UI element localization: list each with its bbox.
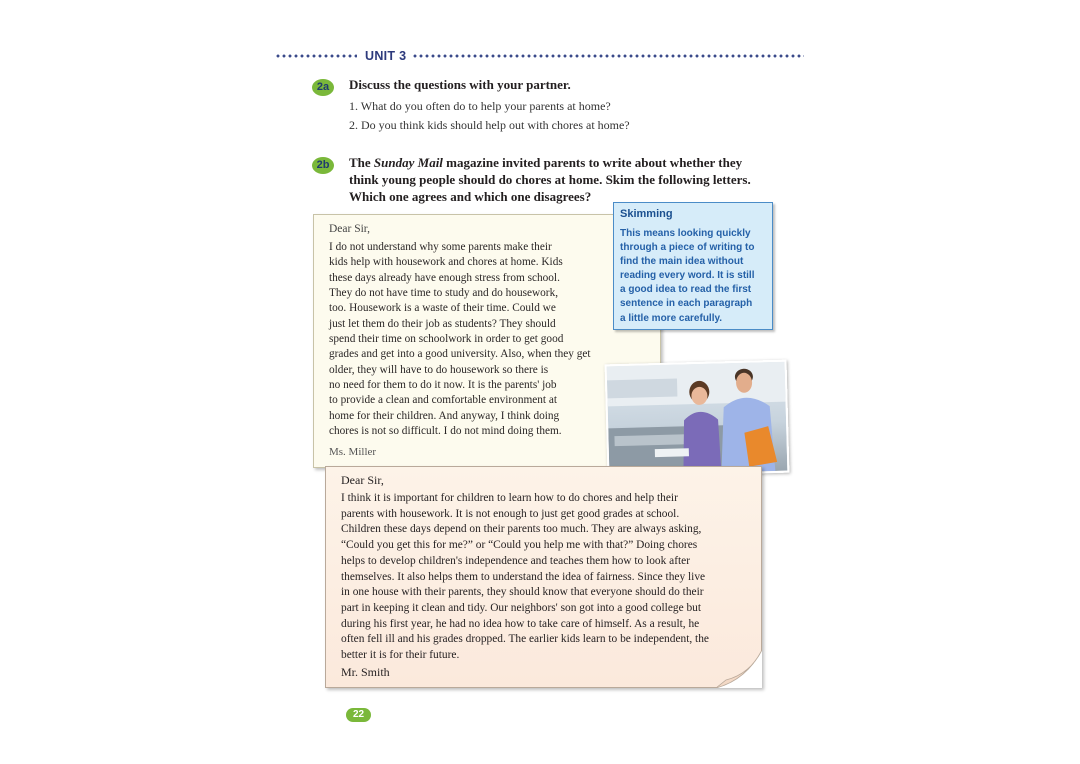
unit-label: UNIT 3 — [365, 49, 407, 63]
photo-parent-child-chores — [605, 360, 790, 478]
instruction-line-2: think young people should do chores at home. Skim the following letters. — [349, 172, 751, 187]
magazine-title: Sunday Mail — [373, 155, 443, 170]
header-dots-left — [275, 53, 357, 59]
header-dots-right — [412, 53, 804, 59]
question-2: 2. Do you think kids should help out with chores at home? — [349, 118, 630, 132]
letter2-greeting: Dear Sir, — [341, 473, 384, 487]
activity-2a-instruction: Discuss the questions with your partner. — [349, 77, 571, 92]
photo-illustration — [607, 362, 788, 476]
skimming-body: This means looking quickly through a piece of writing to find the main idea without reading every word. It is still a good idea to read the first sentence in each paragraph a little more carefully. — [620, 228, 755, 324]
letter2-body: I think it is important for children to learn how to do chores and help their parents with housework. It is not enough to just get good grades at school. Children these days depend on their parents too much. They are always asking, “Could you get this for me?” or “Could you help me with that?” Doing chores helps to develop children's independence and teaches them how to look after themselves. It also helps them to understand the idea of fairness. Since they live in one house with their parents, they should know that everyone should do their part in keeping it clean and tidy. Our neighbors' son got into a good college but during his first year, he had no idea how to take care of himself. As a result, he often fell ill and his grades dropped. The earlier kids learn to be independent, the better it is for their future. — [341, 492, 709, 662]
letter1-signature: Ms. Miller — [329, 446, 377, 458]
skimming-tip-box — [613, 202, 773, 330]
instruction-line-3: Which one agrees and which one disagrees? — [349, 189, 592, 204]
letter2-signature: Mr. Smith — [341, 665, 390, 679]
question-1: 1. What do you often do to help your parents at home? — [349, 99, 611, 113]
letter1-body: I do not understand why some parents make their kids help with housework and chores at home. Kids these days already have enough stress from school. They do not have time to study and do housework, too. Housework is a waste of their time. Could we just let them do their job as students? They should spend their time on schoolwork in order to get good grades and get into a good university. Also, when they get older, they will have to do housework so there is no need for them to do it now. It is the parents' job to provide a clean and comfortable environment at home for their children. And anyway, I think doing chores is not so difficult. I do not mind doing them. — [329, 241, 591, 438]
skimming-title: Skimming — [620, 208, 673, 220]
activity-2b-instruction — [349, 154, 751, 205]
letter1-greeting: Dear Sir, — [329, 223, 371, 235]
instruction-line-1: The Sunday Mail magazine invited parents to write about whether they — [349, 155, 743, 170]
page-number-badge: 22 — [346, 708, 371, 722]
activity-badge-2a: 2a — [312, 79, 334, 96]
activity-badge-2b: 2b — [312, 157, 334, 174]
